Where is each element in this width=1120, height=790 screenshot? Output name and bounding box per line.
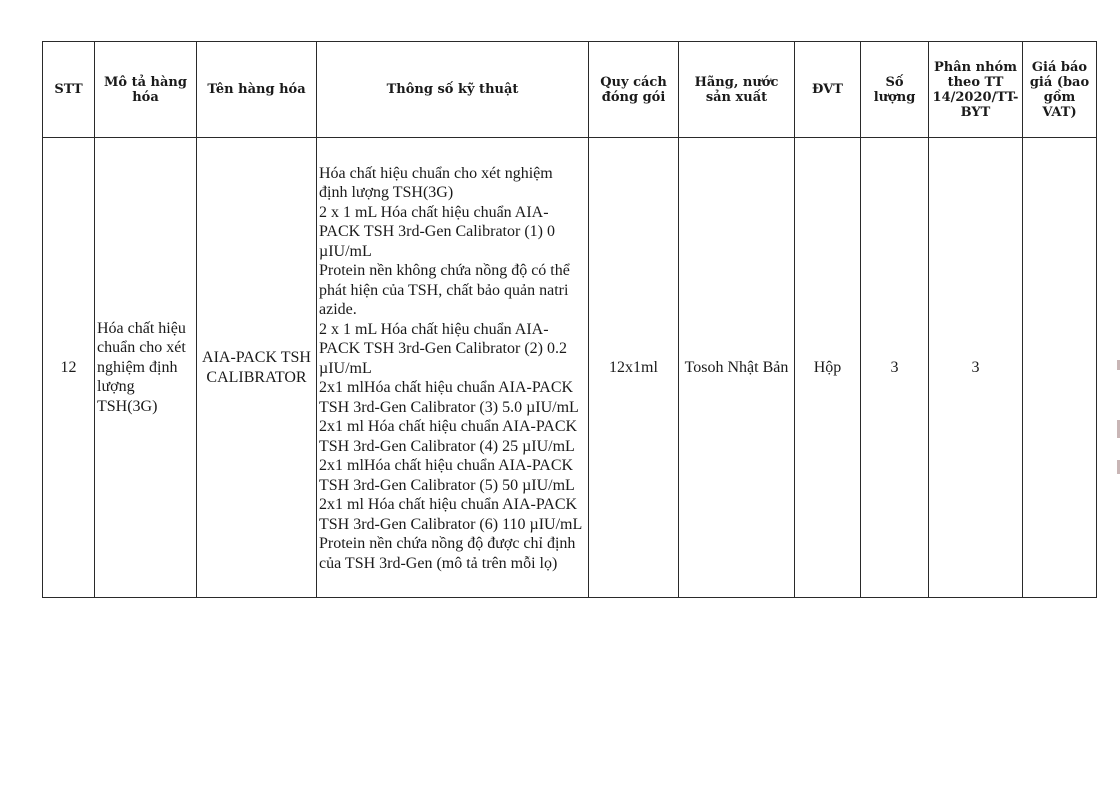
- spec-line: 2x1 ml Hóa chất hiệu chuẩn AIA-PACK: [319, 496, 578, 514]
- spec-line: 2x1 ml Hóa chất hiệu chuẩn AIA-PACK: [319, 418, 578, 436]
- header-row: [43, 42, 1097, 138]
- cell-spec: [317, 138, 589, 598]
- cell-unit: Hộp: [795, 138, 861, 598]
- goods-spec-table: [42, 41, 1097, 598]
- price-quote-sheet: [42, 41, 1096, 598]
- spec-line: Protein nền không chứa nồng độ có thể: [319, 262, 570, 280]
- spec-line: Hóa chất hiệu chuẩn cho xét nghiệm: [319, 164, 553, 182]
- scan-edge-marks: [1116, 360, 1120, 480]
- spec-line: 2x1 mlHóa chất hiệu chuẩn AIA-PACK: [319, 379, 574, 397]
- spec-line: TSH 3rd-Gen Calibrator (5) 50 µIU/mL: [319, 476, 575, 494]
- spec-lines: [319, 162, 586, 574]
- header-name: Tên hàng hóa: [197, 42, 317, 138]
- spec-line: 2 x 1 mL Hóa chất hiệu chuẩn AIA-: [319, 320, 549, 338]
- spec-line: 2x1 mlHóa chất hiệu chuẩn AIA-PACK: [319, 457, 574, 475]
- header-quantity: Số lượng: [861, 42, 929, 138]
- spec-line: TSH 3rd-Gen Calibrator (6) 110 µIU/mL: [319, 515, 583, 533]
- spec-line: azide.: [319, 301, 357, 319]
- spec-line: định lượng TSH(3G): [319, 184, 454, 202]
- cell-quantity: 3: [861, 138, 929, 598]
- spec-line: 2 x 1 mL Hóa chất hiệu chuẩn AIA-: [319, 203, 549, 221]
- cell-packaging: 12x1ml: [589, 138, 679, 598]
- header-spec: Thông số kỹ thuật: [317, 42, 589, 138]
- spec-line: PACK TSH 3rd-Gen Calibrator (1) 0: [319, 223, 555, 241]
- cell-price: [1023, 138, 1097, 598]
- header-group: Phân nhóm theo TT 14/2020/TT-BYT: [929, 42, 1023, 138]
- header-stt: STT: [43, 42, 95, 138]
- spec-line: TSH 3rd-Gen Calibrator (3) 5.0 µIU/mL: [319, 398, 579, 416]
- spec-line: µIU/mL: [319, 359, 372, 377]
- header-packaging: Quy cách đóng gói: [589, 42, 679, 138]
- header-unit: ĐVT: [795, 42, 861, 138]
- spec-line: µIU/mL: [319, 242, 372, 260]
- header-description: Mô tả hàng hóa: [95, 42, 197, 138]
- cell-name: AIA-PACK TSH CALIBRATOR: [197, 138, 317, 598]
- spec-line: PACK TSH 3rd-Gen Calibrator (2) 0.2: [319, 340, 567, 358]
- spec-line: TSH 3rd-Gen Calibrator (4) 25 µIU/mL: [319, 437, 575, 455]
- spec-line: Protein nền chứa nồng độ được chỉ định: [319, 535, 576, 553]
- header-price: Giá báo giá (bao gồm VAT): [1023, 42, 1097, 138]
- header-manufacturer: Hãng, nước sản xuất: [679, 42, 795, 138]
- table-row: [43, 138, 1097, 598]
- cell-manufacturer: Tosoh Nhật Bản: [679, 138, 795, 598]
- spec-line: của TSH 3rd-Gen (mô tả trên mỗi lọ): [319, 554, 558, 572]
- cell-group: 3: [929, 138, 1023, 598]
- spec-line: phát hiện của TSH, chất bảo quản natri: [319, 281, 569, 299]
- cell-description: Hóa chất hiệu chuẩn cho xét nghiệm định lượng TSH(3G): [95, 138, 197, 598]
- cell-stt: 12: [43, 138, 95, 598]
